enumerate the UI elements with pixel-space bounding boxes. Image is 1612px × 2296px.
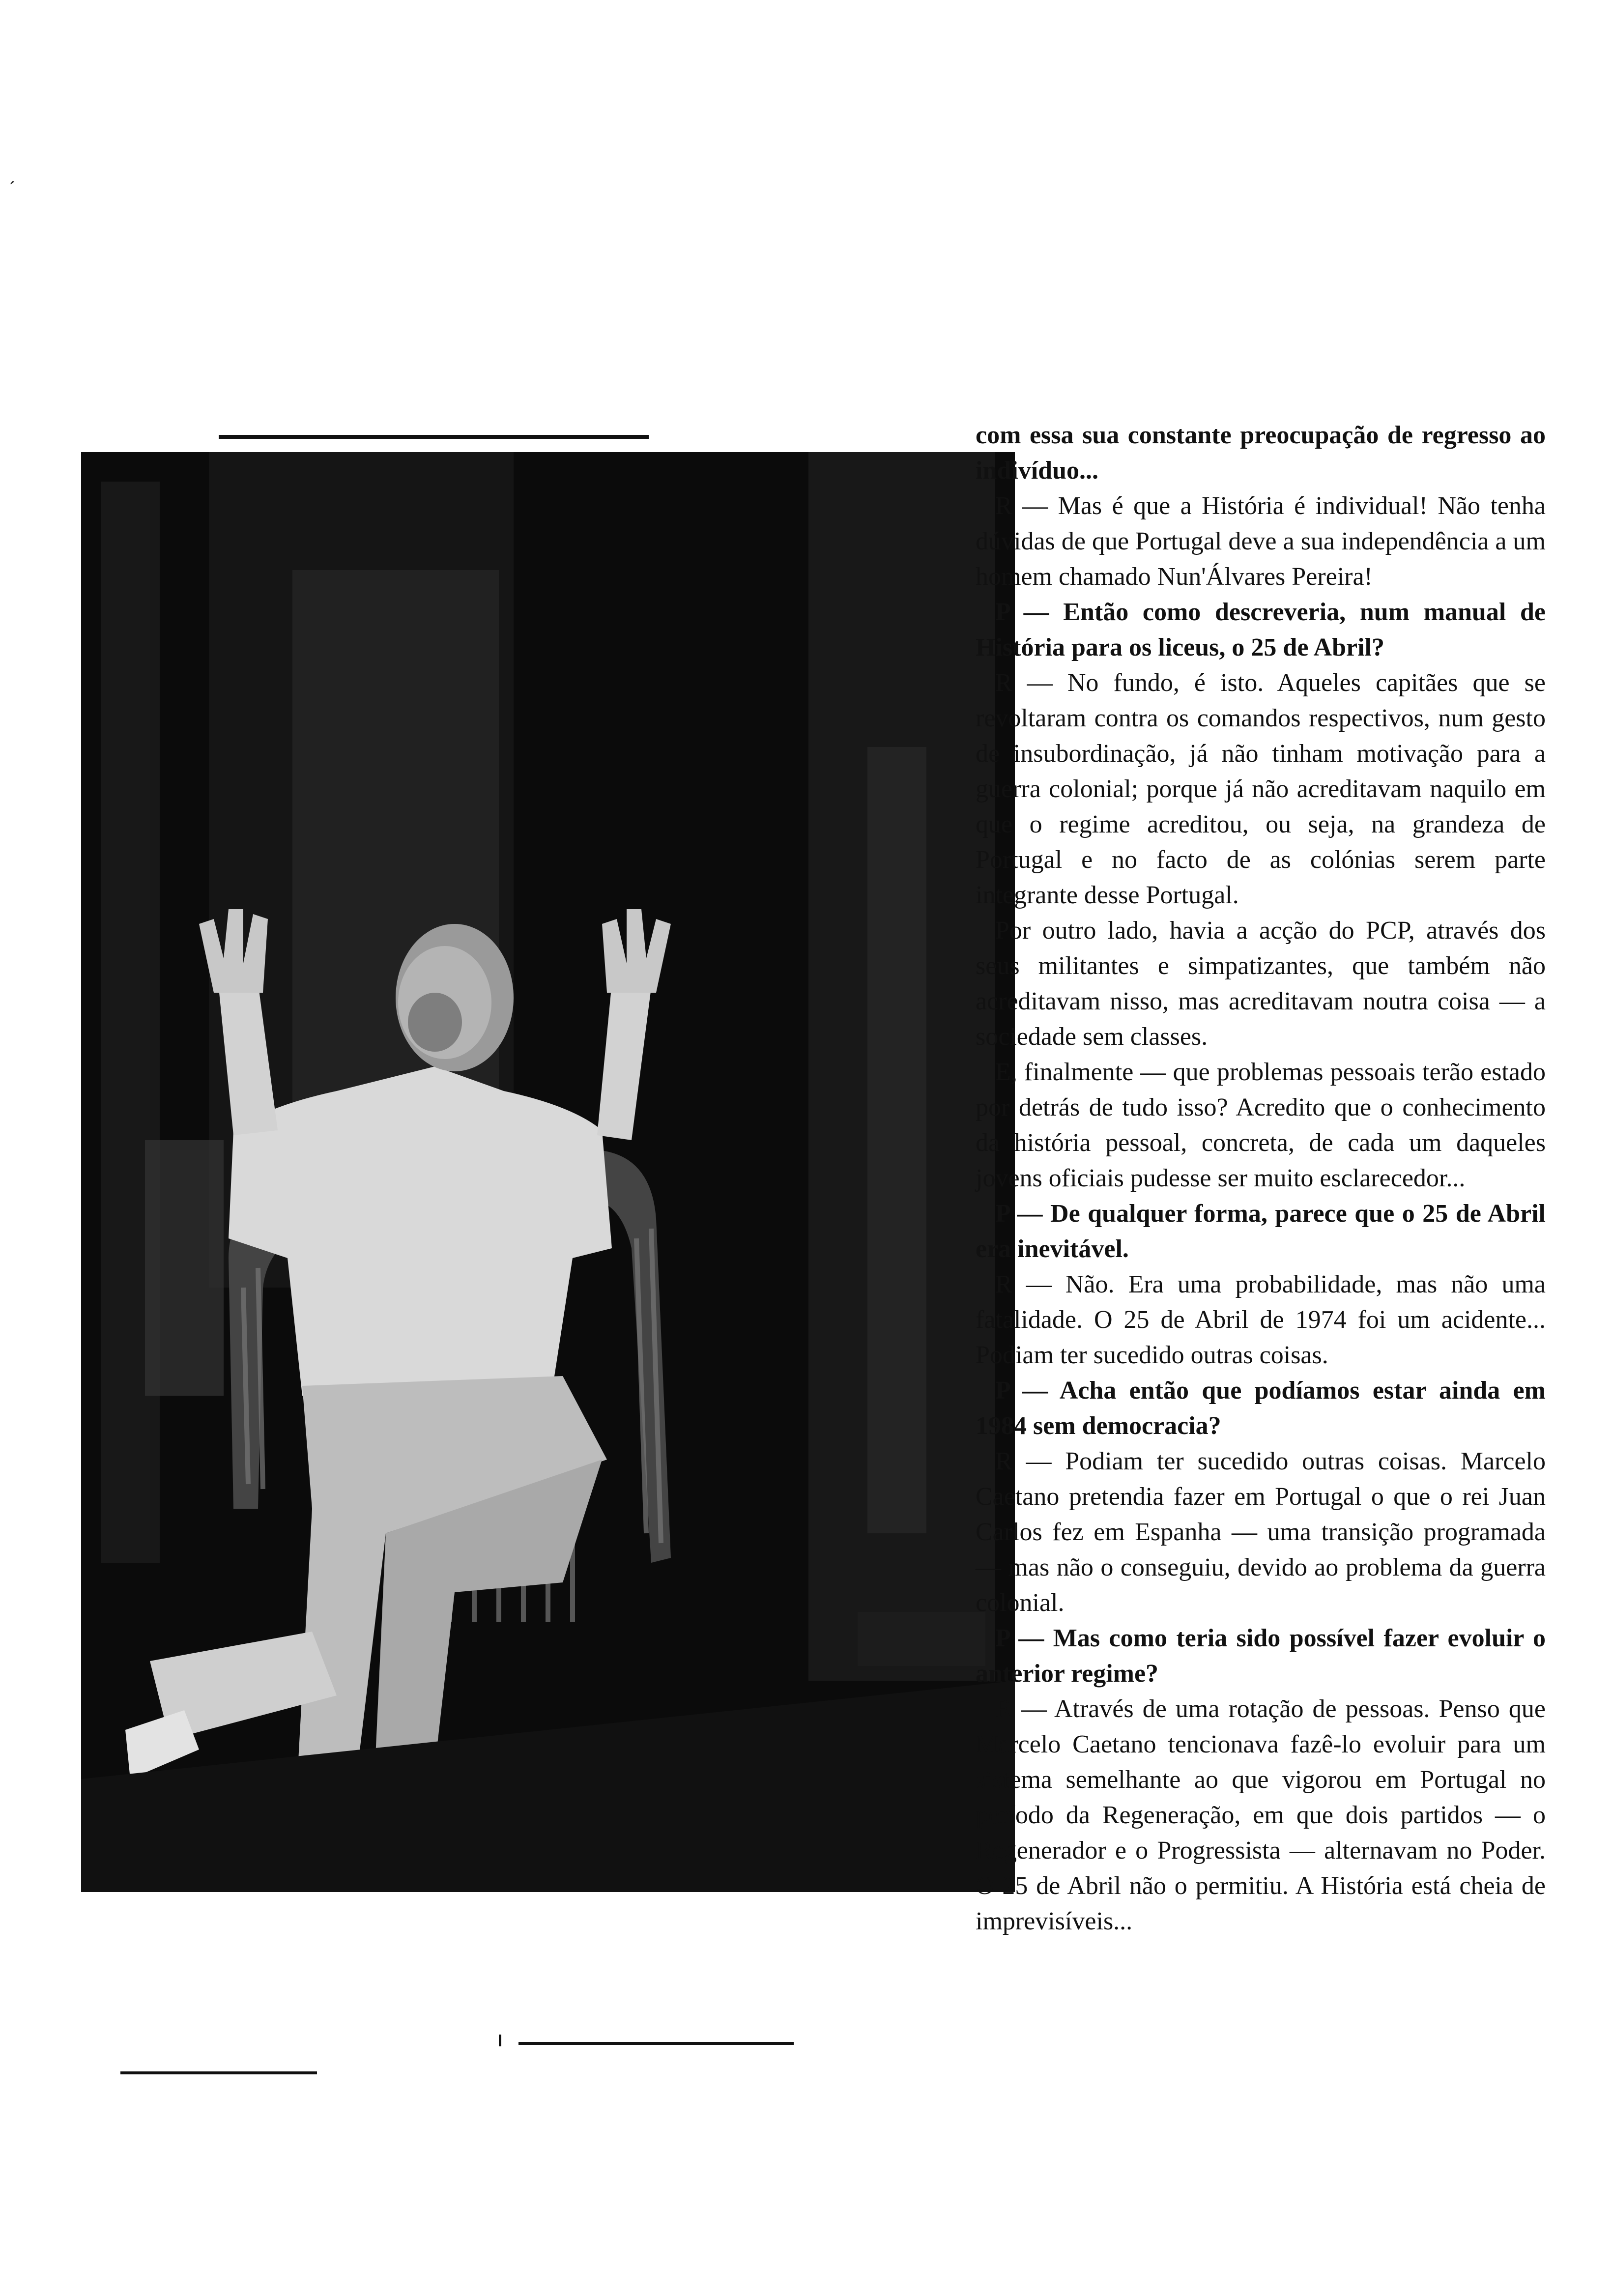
paragraph-answer bbox=[976, 1267, 1546, 1373]
answer-text: Não. Era uma probabilidade, mas não uma fatalidade. O 25 de Abril de 1974 foi um acidente... Podiam ter sucedido outras coisas. bbox=[976, 1270, 1546, 1369]
bottom-tick bbox=[499, 2035, 501, 2046]
bottom-rule-center bbox=[518, 2042, 794, 2045]
speaker-label: R — bbox=[995, 669, 1053, 697]
answer-text: Através de uma rotação de pessoas. Penso que Marcelo Caetano tencionava fazê-lo evoluir para um sistema semelhante ao que vigorou em Portugal no período da Regeneração, em que dois partidos — o Regenerador e o Progressista — alternavam no Poder. O 25 de Abril não o permitiu. A História está cheia de imprevisíveis... bbox=[976, 1695, 1546, 1935]
question-text: Acha então que podíamos estar ainda em 1984 sem democracia? bbox=[976, 1377, 1546, 1440]
paragraph-question bbox=[976, 595, 1546, 665]
answer-text: E, finalmente — que problemas pessoais terão estado por detrás de tudo isso? Acredito que o conhecimento da história pessoal, concreta, de cada um daqueles jovens oficiais pudesse ser muito esclarecedor... bbox=[976, 1058, 1546, 1192]
paragraph-question bbox=[976, 1373, 1546, 1444]
article-body bbox=[976, 418, 1546, 1939]
paragraph-answer bbox=[976, 488, 1546, 595]
question-continuation: com essa sua constante preocupação de regresso ao indivíduo... bbox=[976, 421, 1546, 485]
paragraph-answer bbox=[976, 1692, 1546, 1939]
photo bbox=[81, 452, 1015, 1892]
speaker-label: P — bbox=[995, 598, 1049, 626]
corner-mark: ˊ bbox=[9, 177, 16, 200]
speaker-label: P — bbox=[995, 1200, 1043, 1228]
answer-text: Por outro lado, havia a acção do PCP, através dos seus militantes e simpatizantes, que também não acreditavam nisso, mas acreditavam noutra coisa — a sociedade sem classes. bbox=[976, 917, 1546, 1051]
paragraph-answer-continued bbox=[976, 913, 1546, 1055]
speaker-label: R — bbox=[995, 1447, 1052, 1475]
photo-illustration bbox=[81, 452, 1015, 1892]
paragraph-answer bbox=[976, 665, 1546, 913]
paragraph-question bbox=[976, 1196, 1546, 1267]
answer-text: No fundo, é isto. Aqueles capitães que se revoltaram contra os comandos respectivos, num gesto de insubordinação, já não tinham motivação para a guerra colonial; porque já não acreditavam naquilo em que o regime acreditou, ou seja, na grandeza de Portugal e no facto de as colónias serem parte integrante desse Portugal. bbox=[976, 669, 1546, 909]
paragraph-intro bbox=[976, 418, 1546, 488]
paragraph-answer-continued bbox=[976, 1055, 1546, 1196]
answer-text: Mas é que a História é individual! Não tenha dúvidas de que Portugal deve a sua independência a um homem chamado Nun'Álvares Pereira! bbox=[976, 492, 1546, 591]
answer-text: Podiam ter sucedido outras coisas. Marcelo Caetano pretendia fazer em Portugal o que o rei Juan Carlos fez em Espanha — uma transição programada — mas não o conseguiu, devido ao problema da guerra colonial. bbox=[976, 1447, 1546, 1617]
speaker-label: P — bbox=[995, 1624, 1044, 1652]
paragraph-answer bbox=[976, 1444, 1546, 1621]
question-text: Então como descreveria, num manual de História para os liceus, o 25 de Abril? bbox=[976, 598, 1546, 661]
speaker-label: P — bbox=[995, 1377, 1048, 1405]
question-text: Mas como teria sido possível fazer evoluir o anterior regime? bbox=[976, 1624, 1546, 1688]
paragraph-question bbox=[976, 1621, 1546, 1692]
bottom-rule-left bbox=[120, 2071, 317, 2074]
speaker-label: R — bbox=[995, 492, 1048, 520]
top-rule bbox=[219, 435, 649, 439]
question-text: De qualquer forma, parece que o 25 de Abril era inevitável. bbox=[976, 1200, 1546, 1263]
speaker-label: R — bbox=[995, 1270, 1052, 1298]
speaker-label: R — bbox=[995, 1695, 1047, 1723]
